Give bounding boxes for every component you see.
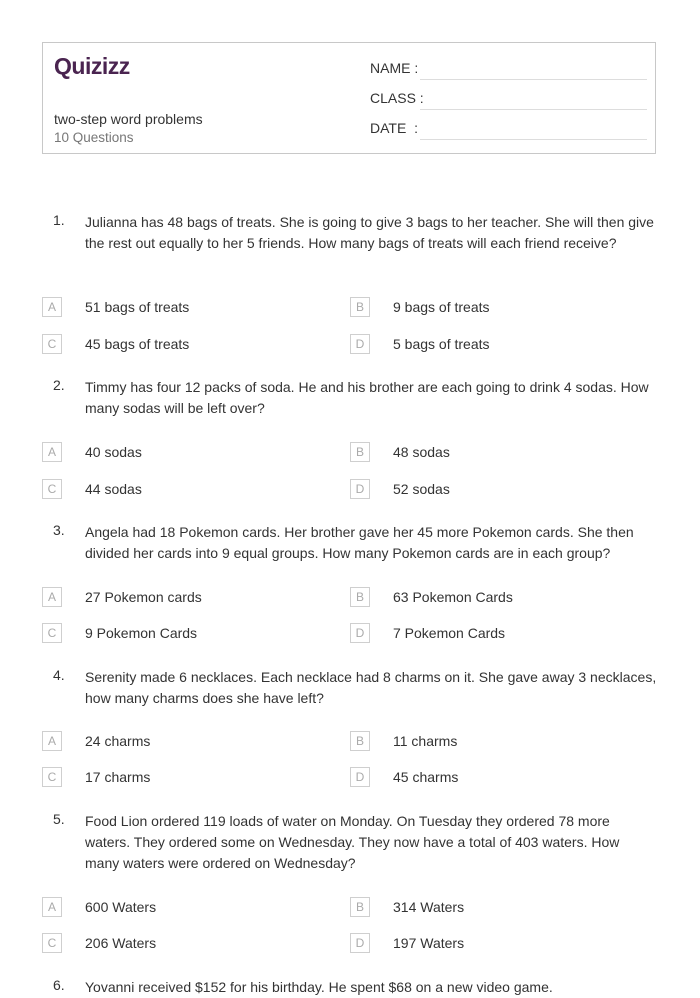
option-letter: A [42,442,62,462]
option-letter: A [42,731,62,751]
option-letter: D [350,933,370,953]
date-field[interactable] [370,120,647,140]
question-number: 5. [53,811,65,827]
class-line[interactable] [420,109,647,110]
question-text: Julianna has 48 bags of treats. She is going to give 3 bags to her teacher. She will then give the rest out equally to her 5 friends. How many bags of treats will each friend receive? [85,214,654,251]
option-text: 24 charms [85,733,151,749]
class-label: CLASS : [370,90,424,106]
question-text: Food Lion ordered 119 loads of water on Monday. On Tuesday they ordered 78 more waters. They ordered some on Wednesday. They now have a total of 403 waters. How many waters were ordered on Wednesday? [85,813,620,871]
option-letter: C [42,767,62,787]
quizizz-logo: Quizizz [54,53,130,79]
option-text: 197 Waters [393,935,465,951]
question-number: 3. [53,522,65,538]
option-text: 40 sodas [85,444,142,460]
option-letter: B [350,897,370,917]
option-text: 17 charms [85,769,151,785]
option-letter: D [350,479,370,499]
option-text: 7 Pokemon Cards [393,625,506,641]
question-count: 10 Questions [54,130,134,145]
option-letter: C [42,623,62,643]
question-text: Angela had 18 Pokemon cards. Her brother gave her 45 more Pokemon cards. She then divided her cards into 9 equal groups. How many Pokemon cards are in each group? [85,524,634,561]
option-text: 206 Waters [85,935,157,951]
name-field[interactable] [370,60,647,80]
option-text: 314 Waters [393,899,465,915]
option-letter: B [350,587,370,607]
question-number: 2. [53,377,65,393]
option-text: 63 Pokemon Cards [393,589,513,605]
question-text: Yovanni received $152 for his birthday. He spent $68 on a new video game. [85,979,553,995]
option-letter: C [42,933,62,953]
option-text: 27 Pokemon cards [85,589,202,605]
worksheet-title: two-step word problems [54,111,203,127]
option-letter: D [350,767,370,787]
option-text: 9 Pokemon Cards [85,625,198,641]
option-text: 44 sodas [85,481,142,497]
option-letter: A [42,897,62,917]
option-letter: A [42,297,62,317]
option-letter: B [350,731,370,751]
option-letter: D [350,623,370,643]
option-text: 48 sodas [393,444,450,460]
name-label: NAME : [370,60,419,76]
option-text: 45 charms [393,769,459,785]
question-text: Serenity made 6 necklaces. Each necklace had 8 charms on it. She gave away 3 necklaces, how many charms does she have left? [85,669,657,706]
name-line[interactable] [420,79,647,80]
question-number: 1. [53,212,65,228]
date-label: DATE : [370,120,418,136]
option-text: 11 charms [393,733,458,749]
option-text: 600 Waters [85,899,157,915]
question-text: Timmy has four 12 packs of soda. He and his brother are each going to drink 4 sodas. How many sodas will be left over? [85,379,649,416]
option-text: 9 bags of treats [393,299,490,315]
option-text: 52 sodas [393,481,450,497]
option-letter: A [42,587,62,607]
question-number: 4. [53,667,65,683]
date-line[interactable] [420,139,647,140]
option-letter: C [42,334,62,354]
option-letter: B [350,297,370,317]
option-letter: C [42,479,62,499]
worksheet-header [42,42,656,154]
option-letter: D [350,334,370,354]
option-text: 5 bags of treats [393,336,490,352]
class-field[interactable] [370,90,647,110]
question-number: 6. [53,977,65,993]
option-text: 45 bags of treats [85,336,190,352]
option-letter: B [350,442,370,462]
option-text: 51 bags of treats [85,299,190,315]
